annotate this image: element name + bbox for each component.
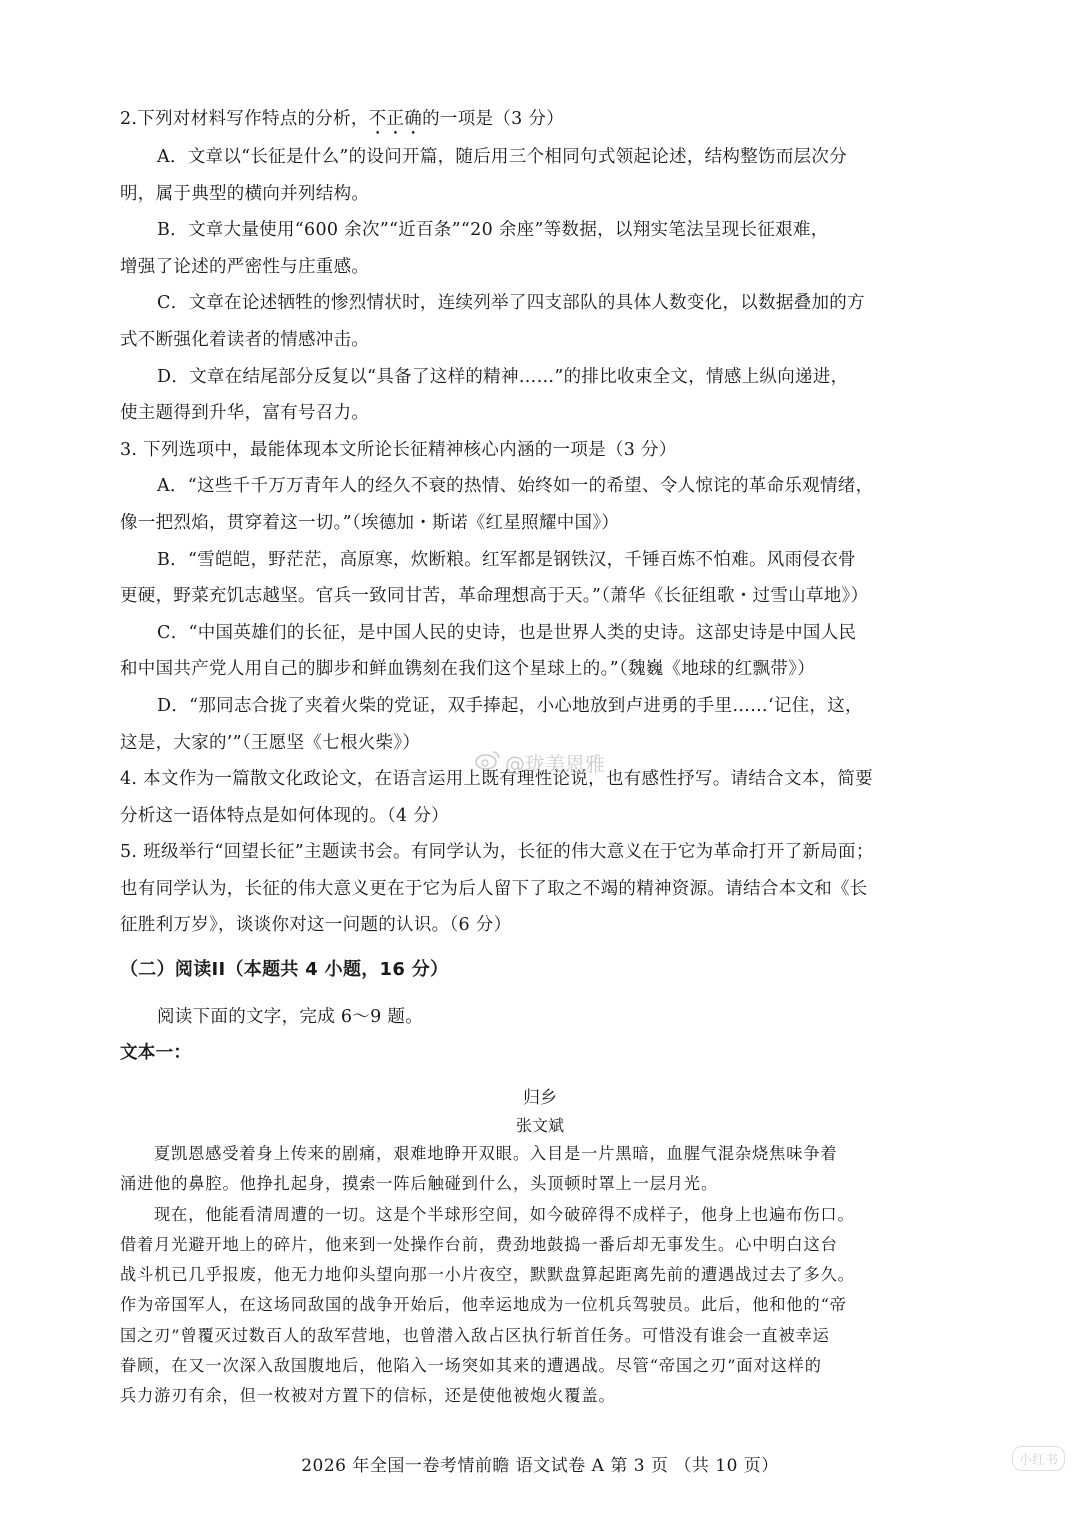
question-4-line1: 4. 本文作为一篇散文化政论文，在语言运用上既有理性论说，也有感性抒写。请结合文本，简要	[120, 769, 873, 790]
question-2-option-b-line1: B．文章大量使用“600 余次”“近百条”“20 余座”等数据，以翔实笔法呈现长征艰难，	[157, 220, 829, 241]
story-author: 张文斌	[515, 1116, 564, 1135]
question-3-option-d-line2: 这是，大家的’”（王愿坚《七根火柴》）	[120, 732, 421, 753]
story-line: 涌进他的鼻腔。他挣扎起身，摸索一阵后触碰到什么，头顶顿时罩上一层月光。	[120, 1174, 719, 1194]
story-line: 作为帝国军人，在这场同敌国的战争开始后，他幸运地成为一位机兵驾驶员。此后，他和他的“帝	[120, 1295, 847, 1315]
story-line: 借着月光避开地上的碎片，他来到一处操作台前，费劲地鼓捣一番后却无事发生。心中明白这台	[120, 1234, 838, 1254]
question-2-option-a-line1: A．文章以“长征是什么”的设问开篇，随后用三个相同句式领起论述，结构整饬而层次分	[157, 147, 848, 167]
story-title: 归乡	[523, 1088, 557, 1108]
question-3-option-b-line1: B．“雪皑皑，野茫茫，高原寒，炊断粮。红军都是钢铁汉，千锤百炼不怕难。风雨侵衣骨	[157, 549, 856, 570]
story-body	[120, 1139, 960, 1412]
question-3-option-b-line2: 更硬，野菜充饥志越坚。官兵一致同甘苦，革命理想高于天。”（萧华《长征组歌・过雪山草地》）	[120, 586, 869, 607]
question-2-stem-pre: 2.下列对材料写作特点的分析，	[120, 109, 369, 129]
story-line: 战斗机已几乎报废，他无力地仰头望向那一小片夜空，默默盘算起距离先前的遭遇战过去了多久。	[120, 1265, 855, 1285]
questions-area	[120, 101, 960, 1072]
question-2-stem	[120, 101, 960, 139]
question-2-option-c-line2: 式不断强化着读者的情感冲击。	[120, 329, 370, 350]
story-line: 现在，他能看清周遭的一切。这是个半球形空间，如今破碎得不成样子，他身上也遍布伤口。	[154, 1204, 855, 1224]
question-2-option-a-line2: 明，属于典型的横向并列结构。	[120, 183, 370, 204]
question-2-option-c-line1: C．文章在论述牺牲的惨烈情状时，连续列举了四支部队的具体人数变化，以数据叠加的方	[157, 293, 865, 314]
question-5-line1: 5. 班级举行“回望长征”主题读书会。有同学认为，长征的伟大意义在于它为革命打开了新局面；	[120, 842, 874, 863]
question-4-line2: 分析这一语体特点是如何体现的。（4 分）	[120, 805, 449, 826]
question-2-option-b-line2: 增强了论述的严密性与庄重感。	[120, 256, 370, 277]
question-5-line2: 也有同学认为，长征的伟大意义更在于它为后人留下了取之不竭的精神资源。请结合本文和《长	[120, 878, 868, 899]
question-3-option-d-line1: D．“那同志合拢了夹着火柴的党证，双手捧起，小心地放到卢进勇的手里……‘记住，这，	[157, 695, 863, 716]
question-2-stem-emphasis: 不正确	[368, 109, 423, 129]
story-line: 国之刃”曾覆灭过数百人的敌军营地，也曾潜入敌占区执行斩首任务。可惜没有谁会一直被幸运	[120, 1325, 830, 1345]
question-3-option-a-line2: 像一把烈焰，贯穿着这一切。”（埃德加・斯诺《红星照耀中国》）	[120, 512, 620, 533]
question-3-stem: 3. 下列选项中，最能体现本文所论长征精神核心内涵的一项是（3 分）	[120, 439, 677, 460]
question-3-option-c-line2: 和中国共产党人用自己的脚步和鲜血镌刻在我们这个星球上的。”（魏巍《地球的红飘带》）	[120, 659, 815, 680]
question-3-option-c-line1: C．“中国英雄们的长征，是中国人民的史诗，也是世界人类的史诗。这部史诗是中国人民	[157, 622, 857, 643]
section-2-title: （二）阅读II（本题共 4 小题，16 分）	[120, 959, 449, 981]
watermark-text: @珑美恩雅	[505, 752, 605, 776]
corner-watermark: 小红书	[1012, 1446, 1065, 1471]
story-text	[120, 1083, 960, 1412]
question-2-option-d-line1: D．文章在结尾部分反复以“具备了这样的精神……”的排比收束全文，情感上纵向递进，	[157, 366, 849, 387]
question-3-option-a-line1: A．“这些千千万万青年人的经久不衰的热情、始终如一的希望、令人惊诧的革命乐观情绪，	[157, 476, 874, 497]
weibo-logo-icon	[475, 749, 501, 771]
story-line: 兵力游刃有余，但一枚被对方置下的信标，还是使他被炮火覆盖。	[120, 1386, 616, 1406]
question-2-option-d-line2: 使主题得到升华，富有号召力。	[120, 403, 370, 424]
question-2-stem-post: 的一项是（3 分）	[422, 109, 565, 129]
text-one-label: 文本一：	[120, 1043, 192, 1064]
page-footer: 2026 年全国一卷考情前瞻 语文试卷 A 第 3 页 （共 10 页）	[301, 1456, 779, 1476]
section-2-instruction: 阅读下面的文字，完成 6～9 题。	[157, 1006, 423, 1027]
story-line: 眷顾，在又一次深入敌国腹地后，他陷入一场突如其来的遭遇战。尽管“帝国之刃”面对这样的	[120, 1356, 822, 1376]
story-line: 夏凯恩感受着身上传来的剧痛，艰难地睁开双眼。入目是一片黑暗，血腥气混杂烧焦味争着	[154, 1144, 838, 1163]
question-5-line3: 征胜利万岁》，谈谈你对这一问题的认识。（6 分）	[120, 915, 512, 936]
